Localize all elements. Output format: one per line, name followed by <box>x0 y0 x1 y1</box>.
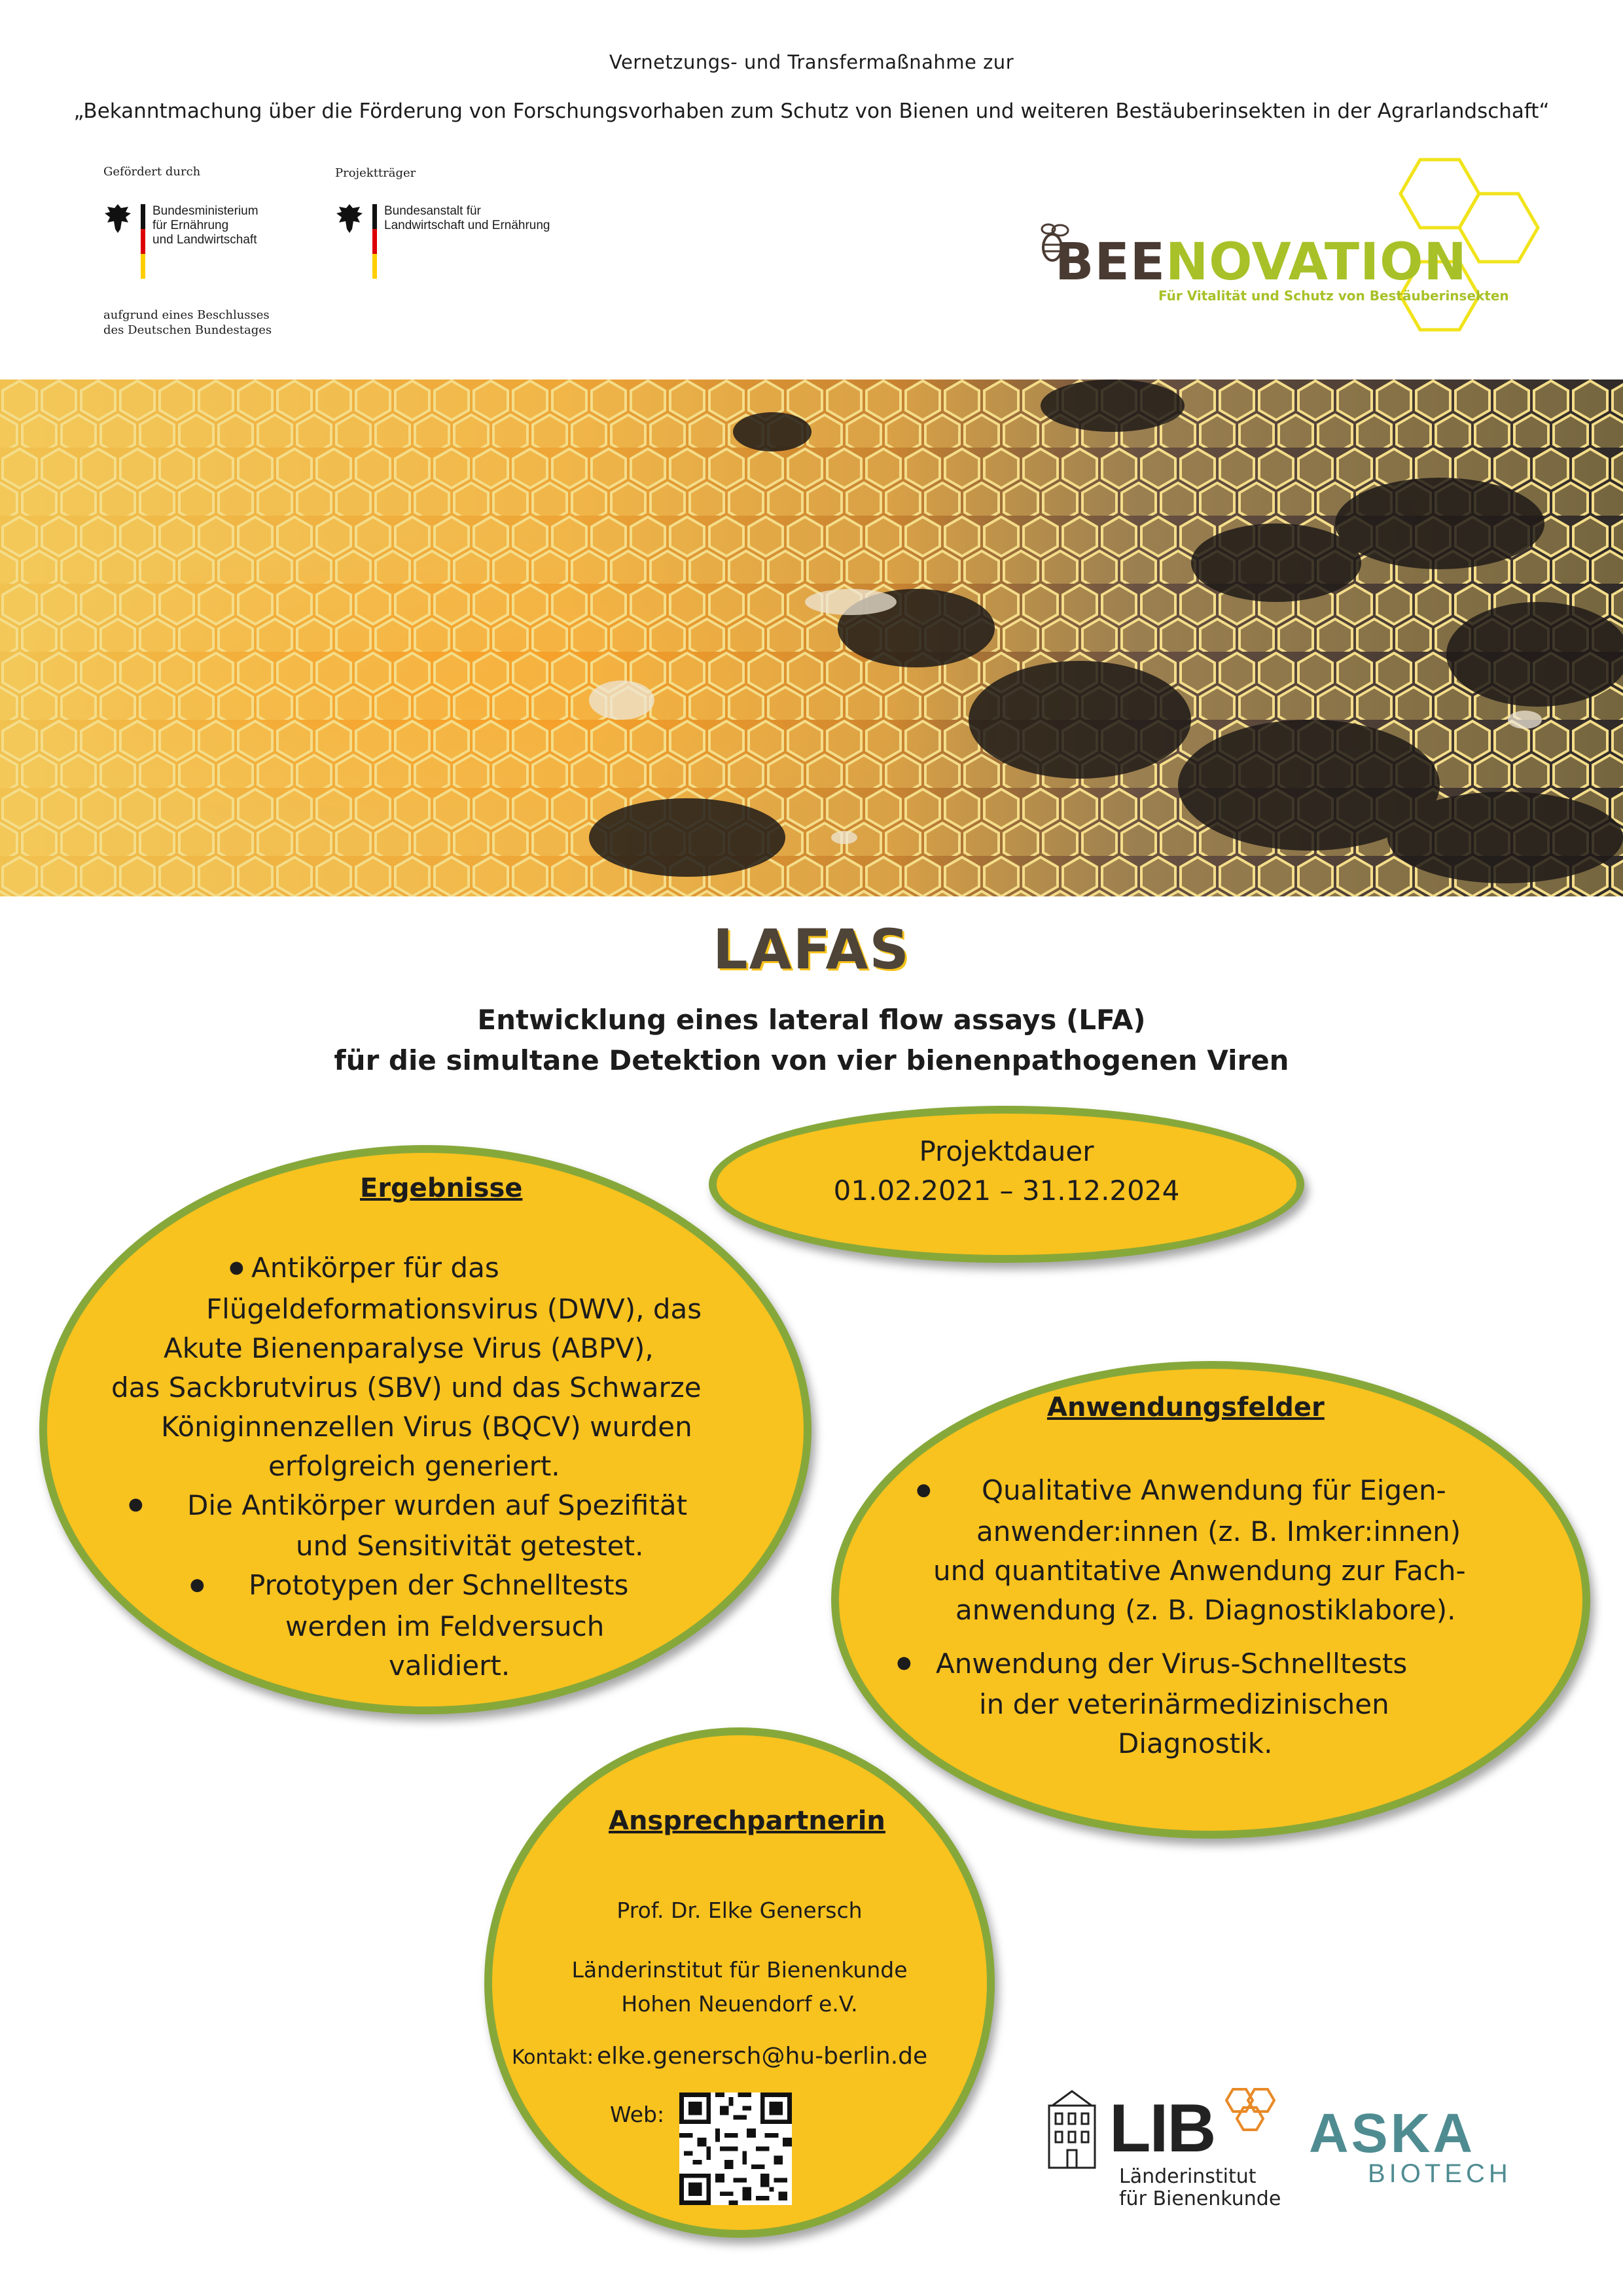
ergebnisse-line: Königinnenzellen Virus (BQCV) wurden <box>161 1410 692 1443</box>
ergebnisse-line: das Sackbrutvirus (SBV) und das Schwarze <box>111 1371 702 1404</box>
ergebnisse-line: Flügeldeformationsvirus (DWV), das <box>206 1292 702 1325</box>
funded-by-label: Gefördert durch <box>103 165 201 179</box>
resolution-line: aufgrund eines Beschlusses <box>103 308 270 322</box>
ergebnisse-line: erfolgreich generiert. <box>268 1449 560 1482</box>
project-agency-label: Projektträger <box>335 166 416 180</box>
bullet-icon: ● <box>916 1479 931 1500</box>
contact-name: Prof. Dr. Elke Genersch <box>616 1898 863 1923</box>
federal-eagle-icon <box>103 203 132 237</box>
ministry-line: und Landwirtschaft <box>152 233 257 247</box>
ergebnisse-line: validiert. <box>389 1649 510 1682</box>
bullet-icon: ● <box>897 1653 912 1672</box>
institute-line: Hohen Neuendorf e.V. <box>621 1991 858 2017</box>
federal-eagle-icon <box>335 203 364 237</box>
project-subtitle <box>0 1000 1623 1081</box>
ergebnisse-line: Akute Bienenparalyse Virus (ABPV), <box>164 1332 654 1364</box>
lib-name-line: Länderinstitut <box>1119 2165 1257 2188</box>
aska-logo: ASKA <box>1309 2102 1476 2164</box>
contact-label: Kontakt: <box>512 2046 594 2069</box>
honeycomb-photo <box>0 380 1623 896</box>
ergebnisse-heading: Ergebnisse <box>360 1173 523 1203</box>
header-line-2: „Bekanntmachung über die Förderung von Forschungsvorhaben zum Schutz von Bienen und weiteren Bestäuberinsekten in der Agrarlandschaft“ <box>73 99 1550 123</box>
institute-building-icon <box>1039 2086 1108 2171</box>
lib-name <box>1119 2166 1281 2210</box>
anwendung-line: Diagnostik. <box>1118 1727 1273 1759</box>
anwendung-line: Anwendung der Virus-Schnelltests <box>936 1647 1408 1680</box>
contact-row <box>512 2043 927 2070</box>
contact-institute <box>484 1953 995 2021</box>
anwendung-line: anwender:innen (z. B. Imker:innen) <box>976 1515 1461 1547</box>
projektdauer-dates: 01.02.2021 – 31.12.2024 <box>833 1174 1180 1207</box>
bullet-icon: ● <box>229 1257 244 1277</box>
resolution-text <box>103 308 272 338</box>
web-label: Web: <box>610 2102 665 2127</box>
ministry-line: Bundesministerium <box>152 204 259 218</box>
beenovation-tagline: Für Vitalität und Schutz von Bestäuberinsekten <box>1158 288 1509 304</box>
anwendung-line: Qualitative Anwendung für Eigen- <box>982 1474 1446 1506</box>
bullet-icon: ● <box>190 1574 205 1595</box>
institute-line: Länderinstitut für Bienenkunde <box>571 1957 908 1983</box>
beenovation-logo-bee: BEE <box>1055 233 1166 292</box>
german-flag-bar <box>141 204 145 279</box>
anwendung-line: und quantitative Anwendung zur Fach- <box>933 1554 1466 1587</box>
ergebnisse-line: und Sensitivität getestet. <box>296 1530 644 1562</box>
projektdauer-text <box>709 1132 1304 1210</box>
projektdauer-label: Projektdauer <box>919 1135 1094 1167</box>
beenovation-logo <box>1055 233 1467 292</box>
ergebnisse-line: Antikörper für das <box>251 1252 499 1284</box>
agency-name <box>384 204 550 233</box>
beenovation-logo-novation: NOVATION <box>1166 233 1467 292</box>
lib-name-line: für Bienenkunde <box>1119 2187 1281 2210</box>
ergebnisse-line: werden im Feldversuch <box>285 1610 605 1642</box>
subtitle-line: für die simultane Detektion von vier bienenpathogenen Viren <box>334 1044 1289 1076</box>
qr-code[interactable] <box>679 2093 792 2205</box>
ergebnisse-line: Prototypen der Schnelltests <box>249 1569 629 1601</box>
header-line-1: Vernetzungs- und Transfermaßnahme zur <box>609 51 1014 73</box>
ansprechpartnerin-heading: Ansprechpartnerin <box>609 1806 885 1836</box>
aska-biotech-label: BIOTECH <box>1368 2159 1512 2188</box>
agency-line: Bundesanstalt für <box>384 204 481 218</box>
contact-email-link[interactable]: elke.genersch@hu-berlin.de <box>597 2043 928 2070</box>
anwendung-line: in der veterinärmedizinischen <box>979 1688 1389 1720</box>
resolution-line: des Deutschen Bundestages <box>103 323 272 337</box>
ergebnisse-text <box>0 1248 851 1686</box>
project-title: LAFAS <box>713 917 910 981</box>
anwendungsfelder-text <box>831 1471 1590 1763</box>
anwendung-line: anwendung (z. B. Diagnostiklabore). <box>955 1593 1456 1626</box>
honeycomb-icon <box>1219 2086 1284 2151</box>
bullet-icon: ● <box>128 1494 143 1514</box>
agency-line: Landwirtschaft und Ernährung <box>384 219 550 232</box>
anwendungsfelder-heading: Anwendungsfelder <box>1047 1392 1325 1422</box>
german-flag-bar <box>372 204 377 279</box>
ergebnisse-line: Die Antikörper wurden auf Spezifität <box>187 1489 688 1521</box>
ministry-name <box>152 204 259 247</box>
subtitle-line: Entwicklung eines lateral flow assays (LFA) <box>477 1004 1146 1036</box>
ministry-line: für Ernährung <box>152 219 229 232</box>
lib-logo: LIB <box>1109 2091 1215 2166</box>
